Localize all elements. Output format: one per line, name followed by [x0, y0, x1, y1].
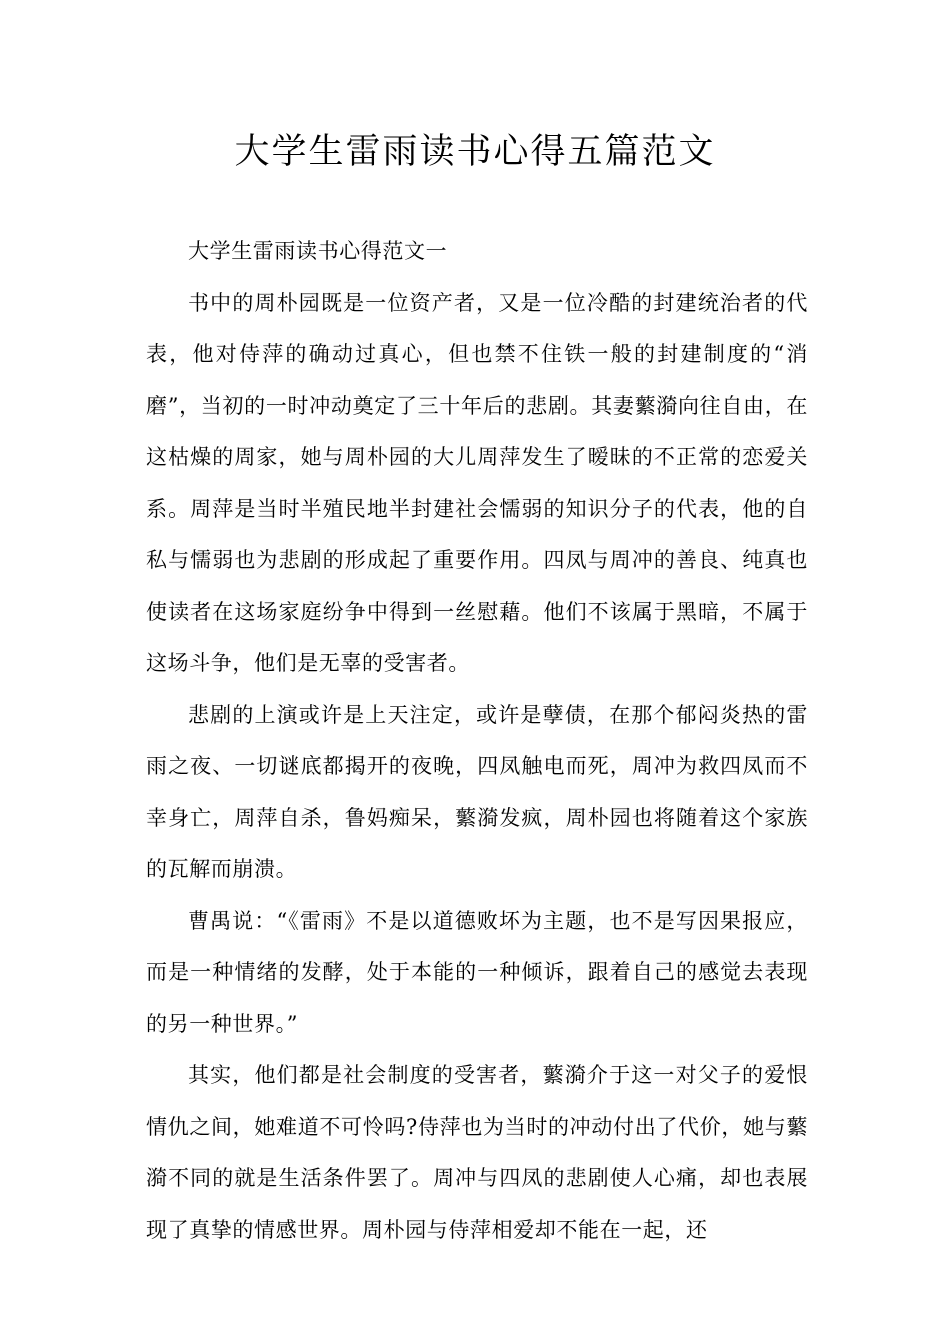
section-heading: 大学生雷雨读书心得范文一	[188, 239, 448, 263]
paragraph: 其实，他们都是社会制度的受害者，蘩漪介于这一对父子的爱恨情仇之间，她难道不可怜吗?侍萍也为当时的冲动付出了代价，她与蘩漪不同的就是生活条件罢了。周冲与四凤的悲剧使人心痛，却也表展现了真挚的情感世界。周朴园与侍萍相爱却不能在一起，还	[146, 1063, 808, 1242]
document-body	[146, 226, 808, 1256]
paragraph: 悲剧的上演或许是上天注定，或许是孽债，在那个郁闷炎热的雷雨之夜、一切谜底都揭开的夜晚，四凤触电而死，周冲为救四凤而不幸身亡，周萍自杀，鲁妈痴呆，蘩漪发疯，周朴园也将随着这个家族的瓦解而崩溃。	[146, 702, 808, 881]
paragraph: 书中的周朴园既是一位资产者，又是一位冷酷的封建统治者的代表，他对侍萍的确动过真心，但也禁不住铁一般的封建制度的“消磨”，当初的一时冲动奠定了三十年后的悲剧。其妻蘩漪向往自由，在这枯燥的周家，她与周朴园的大儿周萍发生了暧昧的不正常的恋爱关系。周萍是当时半殖民地半封建社会懦弱的知识分子的代表，他的自私与懦弱也为悲剧的形成起了重要作用。四凤与周冲的善良、纯真也使读者在这场家庭纷争中得到一丝慰藉。他们不该属于黑暗，不属于这场斗争，他们是无辜的受害者。	[146, 290, 808, 675]
paragraph: 曹禺说：“《雷雨》不是以道德败坏为主题，也不是写因果报应，而是一种情绪的发酵，处于本能的一种倾诉，跟着自己的感觉去表现的另一种世界。”	[146, 908, 808, 1036]
document-title: 大学生雷雨读书心得五篇范文	[234, 132, 716, 172]
